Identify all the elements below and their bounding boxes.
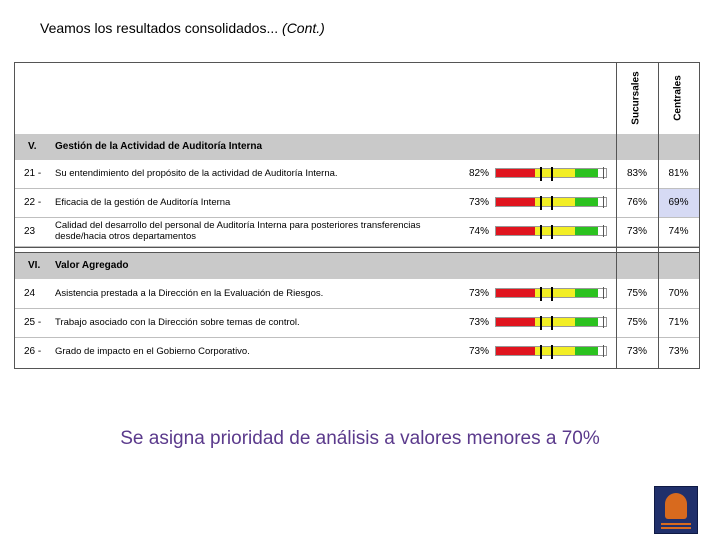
score-bar (495, 317, 607, 327)
bar-segment-green (590, 318, 598, 326)
row-text: Grado de impacto en el Gobierno Corporativo. (55, 346, 250, 357)
bar-segment-green (582, 169, 590, 177)
centrales-value: 73% (668, 346, 689, 357)
row-percent: 74% (468, 226, 489, 237)
bar-segment-red (504, 198, 512, 206)
bar-segment-red (527, 318, 535, 326)
bar-segment-red (512, 289, 520, 297)
bar-segment-red (496, 318, 504, 326)
row-percent: 82% (468, 168, 489, 179)
bar-segment-red (527, 347, 535, 355)
table-row (15, 189, 699, 218)
bar-segment-yellow (543, 198, 551, 206)
bar-segment-green (590, 198, 598, 206)
sucursales-value: 73% (626, 346, 647, 357)
bar-segment-red (504, 347, 512, 355)
bar-end-tick (603, 167, 604, 179)
sucursales-value: 73% (626, 226, 647, 237)
centrales-value: 74% (668, 226, 689, 237)
sucursales-value: 75% (626, 288, 647, 299)
bar-segment-yellow (567, 347, 575, 355)
row-number: 24 (24, 288, 36, 299)
logo-emblem (665, 493, 687, 519)
institution-logo (654, 486, 698, 534)
bar-marker (540, 316, 542, 330)
bar-marker (551, 345, 553, 359)
bar-segment-red (512, 198, 520, 206)
table-row (15, 218, 699, 247)
row-number: 21 - (24, 168, 42, 179)
bar-segment-red (496, 169, 504, 177)
bar-segment-yellow (543, 169, 551, 177)
table-row (15, 338, 699, 366)
title-cont: (Cont.) (282, 20, 325, 36)
bar-marker (551, 287, 553, 301)
bar-segment-green (590, 227, 598, 235)
bar-segment-yellow (559, 289, 567, 297)
bar-segment-yellow (567, 289, 575, 297)
slide-title (40, 20, 325, 36)
bar-segment-green (575, 227, 583, 235)
column-header-sucursales (616, 63, 656, 133)
bar-marker (540, 287, 542, 301)
column-header-sucursales-label: Sucursales (630, 71, 642, 125)
bar-segment-green (582, 347, 590, 355)
table-row (15, 309, 699, 338)
bar-segment-red (520, 347, 528, 355)
bar-segment-red (520, 289, 528, 297)
centrales-value: 70% (668, 288, 689, 299)
bar-segment-red (496, 347, 504, 355)
bar-marker (540, 196, 542, 210)
sucursales-value: 83% (626, 168, 647, 179)
row-number: 22 - (24, 197, 42, 208)
bar-segment-yellow (543, 318, 551, 326)
bar-marker (551, 196, 553, 210)
bar-marker (551, 316, 553, 330)
bar-end-tick (603, 225, 604, 237)
bar-segment-yellow (567, 198, 575, 206)
bar-segment-green (575, 289, 583, 297)
centrales-value: 71% (668, 317, 689, 328)
bar-segment-yellow (543, 227, 551, 235)
bar-segment-red (520, 169, 528, 177)
bar-segment-yellow (567, 169, 575, 177)
bar-segment-yellow (543, 289, 551, 297)
bar-segment-red (504, 169, 512, 177)
bar-segment-red (520, 198, 528, 206)
bar-segment-green (590, 169, 598, 177)
bar-segment-green (582, 318, 590, 326)
row-text: Eficacia de la gestión de Auditoría Interna (55, 197, 231, 208)
sucursales-value: 76% (626, 197, 647, 208)
bar-segment-green (590, 289, 598, 297)
bar-marker (551, 167, 553, 181)
bar-segment-red (527, 289, 535, 297)
bar-segment-red (527, 198, 535, 206)
logo-line (661, 527, 691, 529)
row-number: 25 - (24, 317, 42, 328)
column-header-centrales-label: Centrales (672, 75, 684, 121)
title-main: Veamos los resultados consolidados... (40, 20, 279, 36)
bar-segment-red (504, 289, 512, 297)
bar-segment-red (512, 227, 520, 235)
row-text: Trabajo asociado con la Dirección sobre temas de control. (55, 317, 300, 328)
bar-segment-red (512, 169, 520, 177)
score-bar (495, 346, 607, 356)
bar-segment-green (575, 198, 583, 206)
bar-segment-red (520, 318, 528, 326)
row-percent: 73% (468, 317, 489, 328)
bar-segment-green (575, 347, 583, 355)
bar-segment-red (527, 169, 535, 177)
bar-marker (540, 167, 542, 181)
bar-segment-yellow (559, 169, 567, 177)
column-header-centrales (658, 63, 698, 133)
bar-segment-red (496, 289, 504, 297)
section-header-vi (15, 253, 699, 279)
section-number: VI. (28, 260, 41, 271)
row-text: Calidad del desarrollo del personal de Auditoría Interna para posteriores transferencias desde/hacia otros departamentos (55, 220, 421, 242)
bar-segment-red (512, 347, 520, 355)
score-bar (495, 168, 607, 178)
bar-end-tick (603, 196, 604, 208)
row-text: Su entendimiento del propósito de la actividad de Auditoría Interna. (55, 168, 338, 179)
column-divider (658, 63, 659, 368)
table-row (15, 160, 699, 189)
bar-segment-red (496, 198, 504, 206)
section-number: V. (28, 141, 37, 152)
bar-segment-red (527, 227, 535, 235)
row-percent: 73% (468, 288, 489, 299)
bar-segment-yellow (559, 227, 567, 235)
bar-end-tick (603, 287, 604, 299)
results-table (14, 62, 700, 369)
bar-segment-yellow (567, 227, 575, 235)
bar-segment-yellow (543, 347, 551, 355)
bar-segment-yellow (559, 318, 567, 326)
row-number: 26 - (24, 346, 42, 357)
bar-marker (540, 225, 542, 239)
row-percent: 73% (468, 346, 489, 357)
bar-segment-red (504, 318, 512, 326)
bar-segment-green (582, 198, 590, 206)
table-row (15, 280, 699, 309)
row-percent: 73% (468, 197, 489, 208)
centrales-value-highlighted: 69% (658, 189, 699, 217)
bar-segment-red (512, 318, 520, 326)
score-bar (495, 197, 607, 207)
logo-line (661, 523, 691, 525)
bar-segment-red (496, 227, 504, 235)
sucursales-value: 75% (626, 317, 647, 328)
bar-segment-green (575, 169, 583, 177)
bar-segment-green (582, 289, 590, 297)
bar-end-tick (603, 316, 604, 328)
bar-end-tick (603, 345, 604, 357)
bar-segment-green (590, 347, 598, 355)
section-title: Gestión de la Actividad de Auditoría Interna (55, 141, 263, 152)
bar-marker (540, 345, 542, 359)
bar-segment-green (582, 227, 590, 235)
section-title: Valor Agregado (55, 260, 129, 271)
bar-segment-green (575, 318, 583, 326)
column-divider (616, 63, 617, 368)
row-number: 23 (24, 226, 36, 237)
bar-segment-red (504, 227, 512, 235)
centrales-value: 81% (668, 168, 689, 179)
bar-segment-red (520, 227, 528, 235)
score-bar (495, 288, 607, 298)
section-header-v (15, 134, 699, 160)
row-text: Asistencia prestada a la Dirección en la Evaluación de Riesgos. (55, 288, 324, 299)
bar-segment-yellow (559, 347, 567, 355)
score-bar (495, 226, 607, 236)
bar-marker (551, 225, 553, 239)
bar-segment-yellow (567, 318, 575, 326)
priority-note: Se asigna prioridad de análisis a valores menores a 70% (120, 428, 600, 449)
bar-segment-yellow (559, 198, 567, 206)
table-header-blank (15, 63, 615, 133)
